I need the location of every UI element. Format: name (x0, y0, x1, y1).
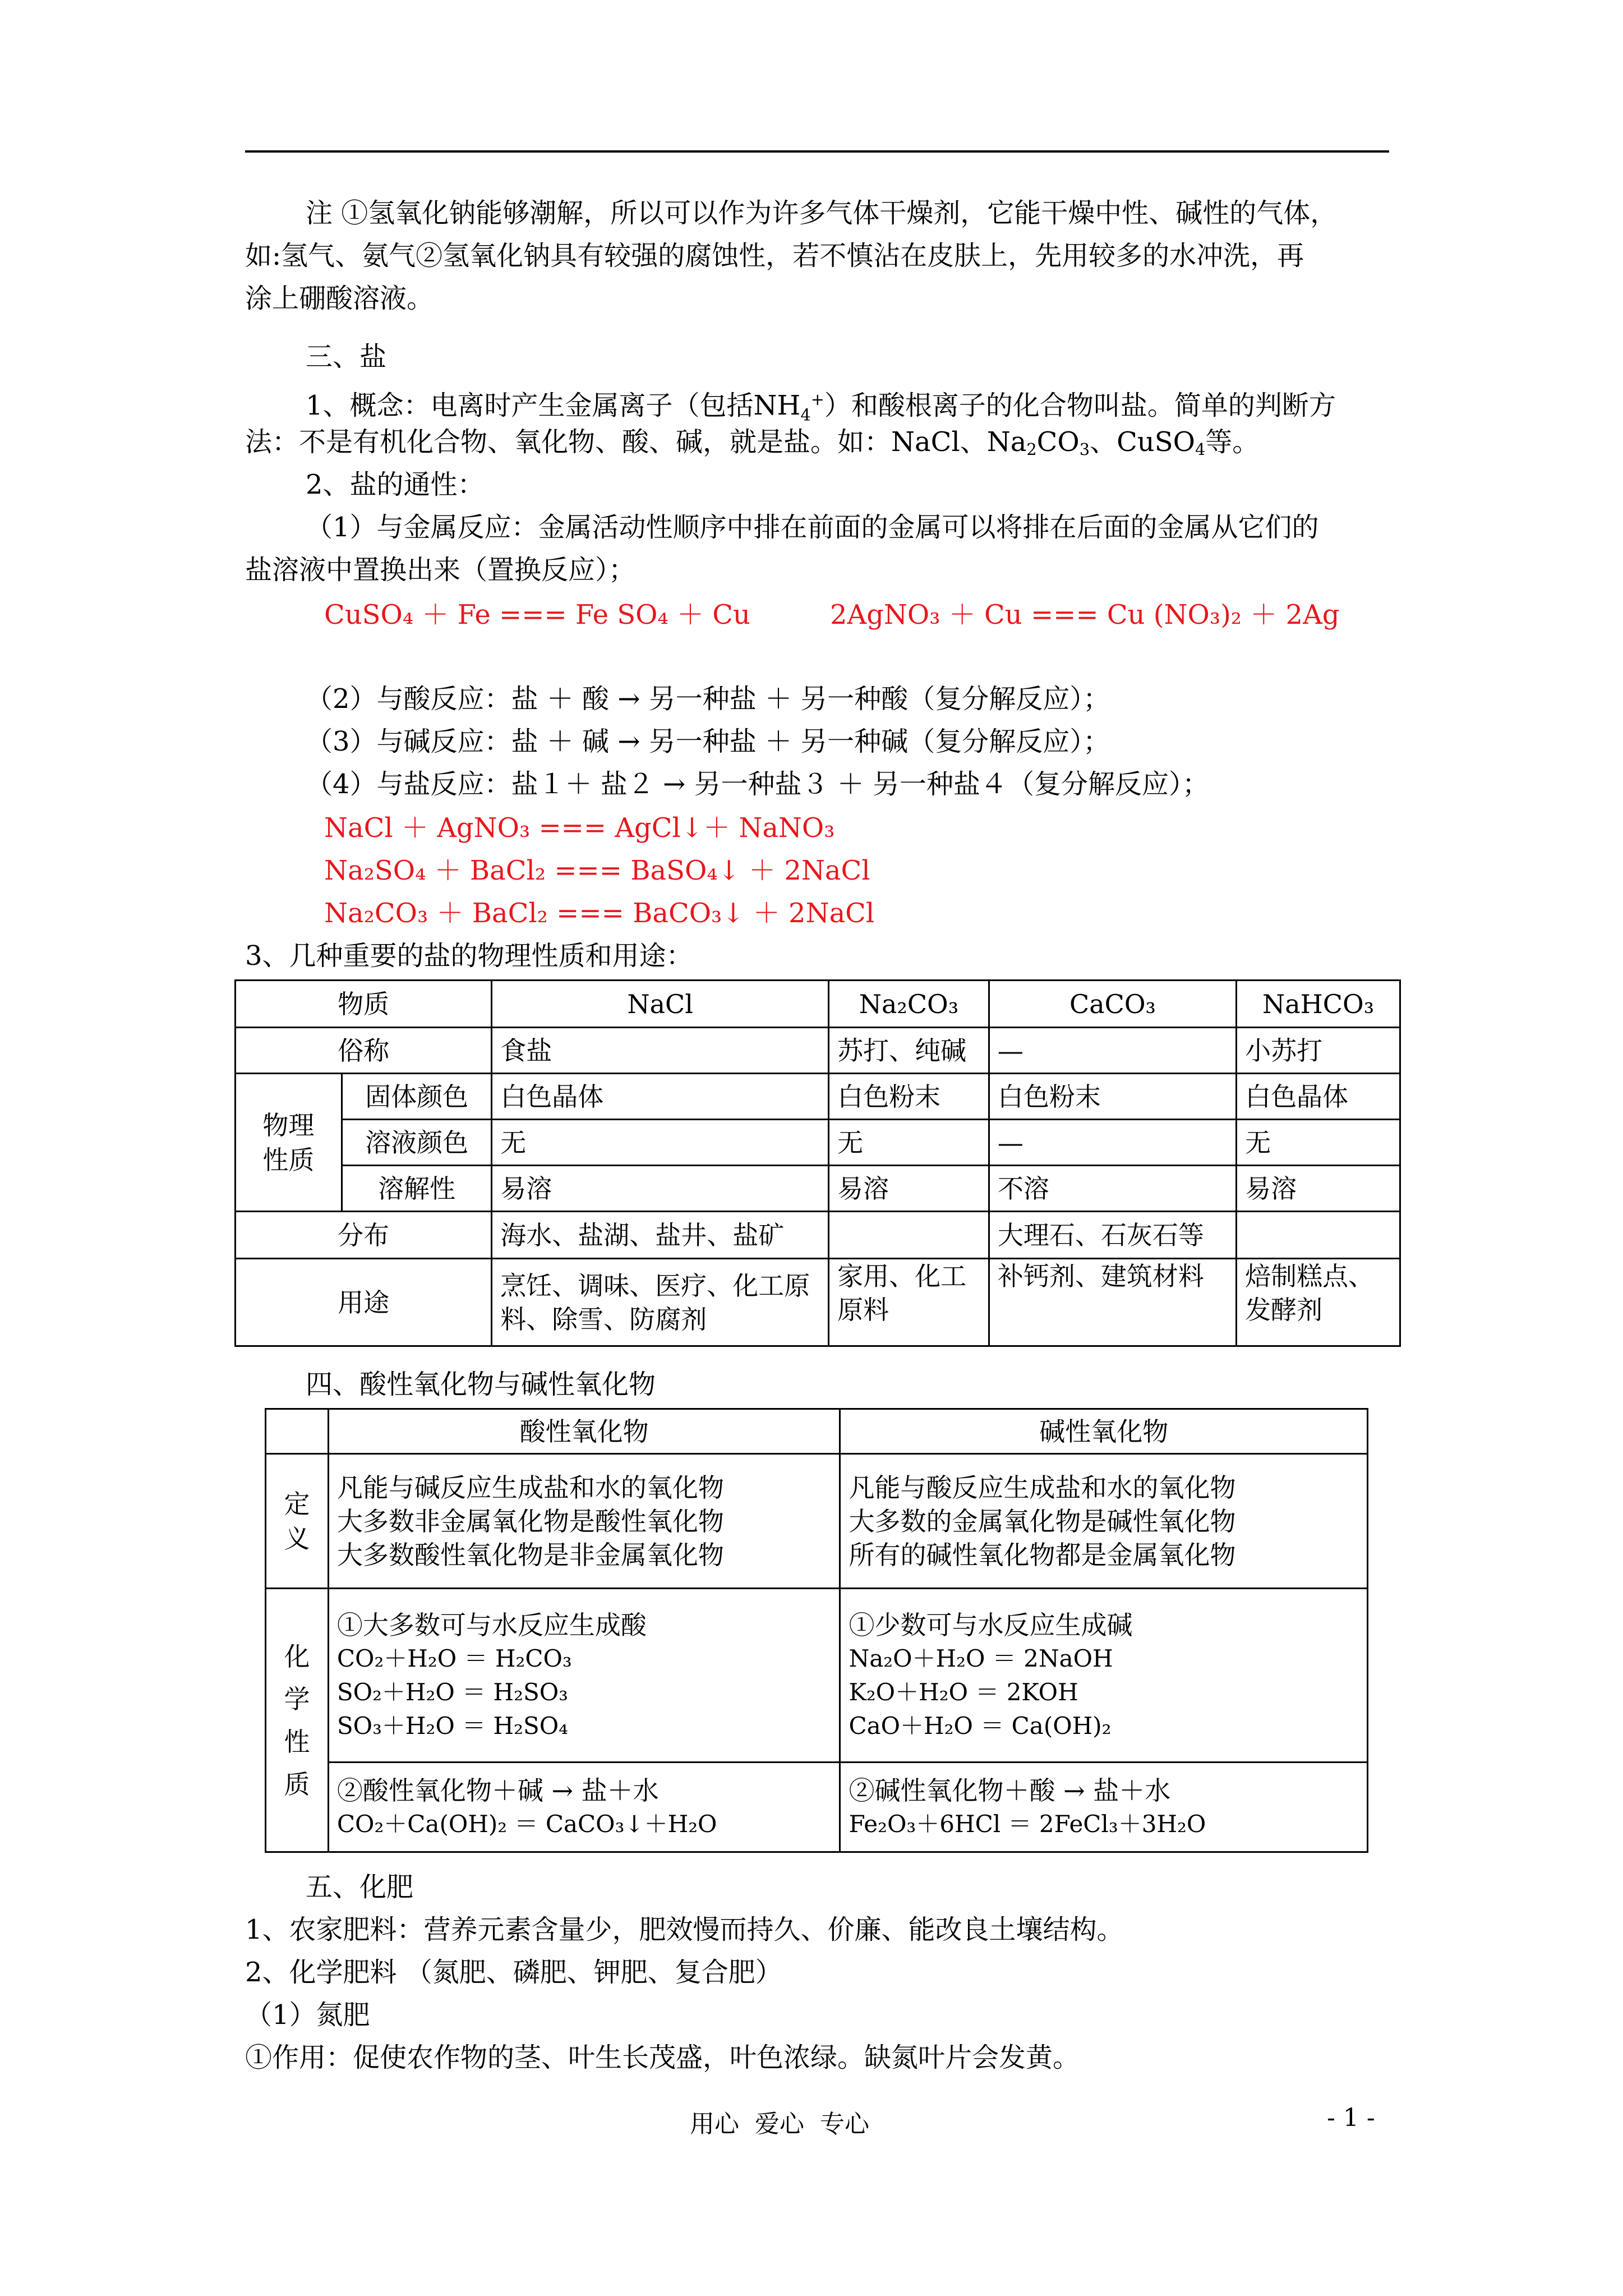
salt-rule-3: （3）与碱反应：盐 ＋ 碱 → 另一种盐 ＋ 另一种碱（复分解反应）； (306, 726, 1110, 757)
cell (1237, 1212, 1400, 1259)
row-common-name (236, 1028, 1400, 1074)
note-line-2: 如:氢气、氨气②氢氧化钠具有较强的腐蚀性，若不慎沾在皮肤上，先用较多的水冲洗，再 (245, 240, 1304, 272)
cell-label: 固体颜色 (342, 1074, 491, 1120)
cell: 白色粉末 (829, 1074, 989, 1120)
header-caco3: CaCO₃ (989, 981, 1236, 1028)
salt-properties-table (234, 979, 1401, 1347)
cell: 无 (492, 1120, 829, 1166)
text: ②碱性氧化物＋酸 → 盐＋水 (849, 1775, 1171, 1806)
cell-label: 俗称 (236, 1028, 492, 1074)
definition-label: 定义 (266, 1454, 329, 1589)
salt-rule-2: （2）与酸反应：盐 ＋ 酸 → 另一种盐 ＋ 另一种酸（复分解反应）； (306, 683, 1110, 715)
equation-na2so4-bacl2: Na₂SO₄ ＋ BaCl₂ === BaSO₄↓ ＋ 2NaCl (324, 855, 870, 886)
chem-water-acid (328, 1589, 840, 1763)
equation-cuso4-fe: CuSO₄ ＋ Fe === Fe SO₄ ＋ Cu (324, 599, 750, 631)
header-basic-oxide: 碱性氧化物 (840, 1409, 1368, 1454)
cell: 苏打、纯碱 (829, 1028, 989, 1074)
cell: 易溶 (492, 1166, 829, 1212)
cell: 白色粉末 (989, 1074, 1236, 1120)
cell: 大理石、石灰石等 (989, 1212, 1236, 1259)
cell: 烹饪、调味、医疗、化工原料、除雪、防腐剂 (492, 1259, 829, 1346)
fertilizer-line-3: （1）氮肥 (245, 1999, 370, 2031)
cell: 白色晶体 (1237, 1074, 1400, 1120)
salt-rule-1b: 盐溶液中置换出来（置换反应）； (245, 554, 636, 586)
text: ②酸性氧化物＋碱 → 盐＋水 (336, 1775, 659, 1806)
row-solubility (236, 1166, 1400, 1212)
header-acidic-oxide: 酸性氧化物 (328, 1409, 840, 1454)
header-rule (245, 150, 1389, 153)
header-empty (266, 1409, 329, 1454)
cell: 小苏打 (1237, 1028, 1400, 1074)
salt-table-title: 3、几种重要的盐的物理性质和用途： (245, 940, 693, 972)
page-number: - 1 - (1327, 2104, 1375, 2132)
cell-label: 溶解性 (342, 1166, 491, 1212)
cell-label: 用途 (236, 1259, 492, 1346)
cell: 焙制糕点、发酵剂 (1237, 1259, 1400, 1346)
text: 凡能与酸反应生成盐和水的氧化物 (849, 1472, 1236, 1503)
oxide-table (265, 1408, 1368, 1853)
salt-rule-1a: （1）与金属反应：金属活动性顺序中排在前面的金属可以将排在后面的金属从它们的 (306, 512, 1319, 543)
note-line-3: 涂上硼酸溶液。 (245, 283, 434, 314)
row-solution-color (236, 1120, 1400, 1166)
fertilizer-line-4: ①作用：促使农作物的茎、叶生长茂盛，叶色浓绿。缺氮叶片会发黄。 (245, 2042, 1080, 2073)
cell: 无 (1237, 1120, 1400, 1166)
cell: 食盐 (492, 1028, 829, 1074)
cell: — (989, 1028, 1236, 1074)
salt-rule-4: （4）与盐反应：盐１＋ 盐２ → 另一种盐３ ＋ 另一种盐４（复分解反应）； (306, 769, 1210, 800)
equation-nacl-agno3: NaCl ＋ AgNO₃ === AgCl↓＋ NaNO₃ (324, 812, 835, 844)
footer-motto: 用心 爱心 专心 (690, 2110, 869, 2138)
fertilizer-heading: 五、化肥 (306, 1871, 414, 1903)
equation: CO₂＋Ca(OH)₂ ＝ CaCO₃↓＋H₂O (336, 1810, 717, 1838)
note-line-1: 注 ①氢氧化钠能够潮解，所以可以作为许多气体干燥剂，它能干燥中性、碱性的气体， (306, 197, 1338, 229)
equation: K₂O＋H₂O ＝ 2KOH (849, 1678, 1078, 1706)
equation: SO₃＋H₂O ＝ H₂SO₄ (336, 1711, 569, 1740)
chem-water-base (840, 1589, 1368, 1763)
equation: Fe₂O₃＋6HCl ＝ 2FeCl₃＋3H₂O (849, 1810, 1206, 1838)
text: 所有的碱性氧化物都是金属氧化物 (849, 1539, 1236, 1570)
cell: 无 (829, 1120, 989, 1166)
salt-heading: 三、盐 (306, 341, 387, 372)
chem-base-acid (840, 1763, 1368, 1852)
cell: 易溶 (829, 1166, 989, 1212)
salt-concept-line-2: 法：不是有机化合物、氧化物、酸、碱，就是盐。如：NaCl、Na2CO3、CuSO4等。 (245, 426, 1260, 459)
cell: 家用、化工原料 (829, 1259, 989, 1346)
row-usage (236, 1259, 1400, 1346)
text: 大多数的金属氧化物是碱性氧化物 (849, 1506, 1236, 1536)
header-na2co3: Na₂CO₃ (829, 981, 989, 1028)
header-nahco3: NaHCO₃ (1237, 981, 1400, 1028)
cell-label: 分布 (236, 1212, 492, 1259)
cell: 海水、盐湖、盐井、盐矿 (492, 1212, 829, 1259)
cell: 不溶 (989, 1166, 1236, 1212)
cell: 易溶 (1237, 1166, 1400, 1212)
text: ①大多数可与水反应生成酸 (336, 1609, 647, 1640)
cell: — (989, 1120, 1236, 1166)
text: 凡能与碱反应生成盐和水的氧化物 (336, 1472, 724, 1503)
text: 大多数酸性氧化物是非金属氧化物 (336, 1539, 724, 1570)
chemical-properties-label: 化学性质 (266, 1589, 329, 1852)
salt-general-heading: 2、盐的通性： (306, 469, 485, 500)
cell: 补钙剂、建筑材料 (989, 1259, 1236, 1346)
equation: CaO＋H₂O ＝ Ca(OH)₂ (849, 1711, 1112, 1740)
chem-acid-base (328, 1763, 840, 1852)
fertilizer-line-2: 2、化学肥料 （氮肥、磷肥、钾肥、复合肥） (245, 1957, 782, 1988)
fertilizer-line-1: 1、农家肥料：营养元素含量少，肥效慢而持久、价廉、能改良土壤结构。 (245, 1914, 1124, 1945)
text: 大多数非金属氧化物是酸性氧化物 (336, 1506, 724, 1536)
salt-concept-line-1: 1、概念：电离时产生金属离子（包括$NH_4^+$）和酸根离子的化合物叫盐。简单的判断方 (306, 390, 1336, 425)
header-nacl: NaCl (492, 981, 829, 1028)
row-solid-color (236, 1074, 1400, 1120)
oxide-heading: 四、酸性氧化物与碱性氧化物 (306, 1369, 656, 1400)
equation: CO₂＋H₂O ＝ H₂CO₃ (336, 1644, 572, 1672)
equation-agno3-cu: 2AgNO₃ ＋ Cu === Cu (NO₃)₂ ＋ 2Ag (830, 599, 1340, 631)
equation: Na₂O＋H₂O ＝ 2NaOH (849, 1644, 1113, 1672)
row-distribution (236, 1212, 1400, 1259)
cell: 白色晶体 (492, 1074, 829, 1120)
definition-acid (328, 1454, 840, 1589)
cell-label: 溶液颜色 (342, 1120, 491, 1166)
text: ①少数可与水反应生成碱 (849, 1609, 1133, 1640)
equation-na2co3-bacl2: Na₂CO₃ ＋ BaCl₂ === BaCO₃↓ ＋ 2NaCl (324, 898, 875, 929)
definition-base (840, 1454, 1368, 1589)
physical-properties-label: 物理性质 (236, 1074, 342, 1212)
equation: SO₂＋H₂O ＝ H₂SO₃ (336, 1678, 569, 1706)
cell (829, 1212, 989, 1259)
header-substance: 物质 (236, 981, 492, 1028)
